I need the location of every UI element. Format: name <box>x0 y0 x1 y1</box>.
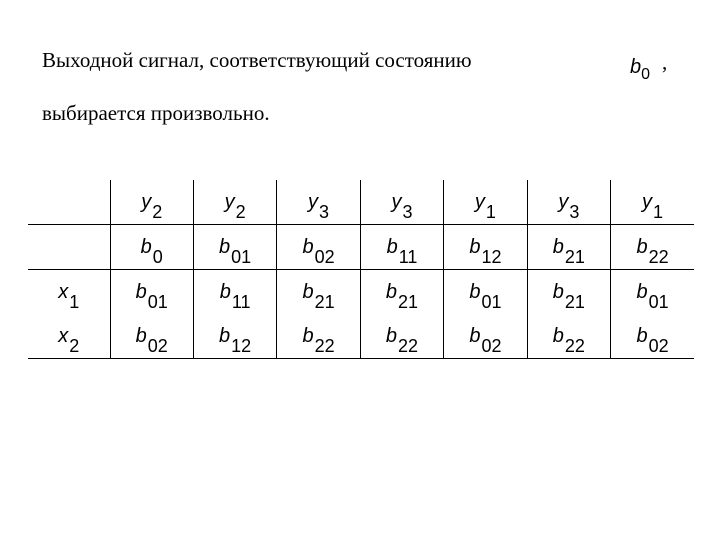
transition-cell-2-6-letter: b <box>552 324 564 347</box>
transition-cell-1-7-symbol <box>636 280 669 312</box>
output-cell-7-subscript: 1 <box>653 201 664 222</box>
transition-cell-2-3-subscript: 22 <box>314 335 335 356</box>
transition-cell-2-7-subscript: 02 <box>648 335 669 356</box>
state-header-2-symbol <box>219 235 252 267</box>
output-cell-5-subscript: 1 <box>485 201 496 222</box>
transition-cell-2-3 <box>277 314 360 359</box>
transition-cell-1-6-symbol <box>552 280 585 312</box>
transition-cell-2-1-subscript: 02 <box>147 335 168 356</box>
transition-cell-1-1-subscript: 01 <box>147 291 168 312</box>
output-cell-1-letter: y <box>141 190 152 213</box>
input-label-1-symbol <box>58 280 80 312</box>
output-cell-1 <box>110 180 193 225</box>
output-cell-3-subscript: 3 <box>319 201 330 222</box>
inline-symbol-letter: b <box>630 56 642 78</box>
transition-cell-2-5-subscript: 02 <box>481 335 502 356</box>
state-header-1-symbol <box>140 235 163 267</box>
input-label-1 <box>28 270 110 315</box>
state-header-1-letter: b <box>140 235 152 258</box>
state-header-3-subscript: 02 <box>314 246 335 267</box>
inline-state-symbol <box>630 56 651 83</box>
input-label-2 <box>28 314 110 359</box>
transition-cell-1-4-symbol <box>385 280 419 312</box>
transition-cell-2-7-letter: b <box>636 324 648 347</box>
state-header-5-letter: b <box>469 235 481 258</box>
state-header-7 <box>611 225 694 270</box>
state-header-5 <box>444 225 527 270</box>
output-cell-5-symbol <box>474 190 496 222</box>
corner-cell <box>28 180 110 225</box>
output-cell-4-subscript: 3 <box>402 201 413 222</box>
transition-cell-2-2-subscript: 12 <box>231 335 252 356</box>
state-header-5-subscript: 12 <box>481 246 502 267</box>
sentence-line-2: выбирается произвольно. <box>42 101 270 125</box>
transition-cell-2-2 <box>193 314 276 359</box>
state-header-6 <box>527 225 610 270</box>
output-cell-6-symbol <box>558 190 580 222</box>
transition-cell-2-7 <box>611 314 694 359</box>
output-cell-3-letter: y <box>308 190 319 213</box>
transition-cell-2-4-letter: b <box>385 324 398 347</box>
transition-cell-1-2-letter: b <box>219 280 231 303</box>
state-header-1-subscript: 0 <box>152 246 163 267</box>
output-cell-5 <box>444 180 527 225</box>
transition-cell-1-1-symbol <box>135 280 168 312</box>
output-cell-6 <box>527 180 610 225</box>
transition-cell-1-1-letter: b <box>135 280 147 303</box>
transition-cell-2-4 <box>360 314 443 359</box>
output-cell-2 <box>193 180 276 225</box>
state-header-7-symbol <box>636 235 669 267</box>
inline-comma: , <box>662 50 668 74</box>
transition-cell-2-1-symbol <box>135 324 168 356</box>
state-header-6-symbol <box>552 235 585 267</box>
state-header-2 <box>193 225 276 270</box>
transition-cell-1-5-letter: b <box>469 280 481 303</box>
transition-cell-1-3-subscript: 21 <box>314 291 335 312</box>
state-header-3-letter: b <box>302 235 314 258</box>
state-header-4 <box>360 225 443 270</box>
output-cell-3 <box>277 180 360 225</box>
transition-cell-1-4-letter: b <box>385 280 398 303</box>
input-row-x1 <box>28 270 694 315</box>
output-cell-2-subscript: 2 <box>235 201 246 222</box>
output-row <box>28 180 694 225</box>
transition-cell-2-2-letter: b <box>219 324 231 347</box>
transition-cell-1-3-letter: b <box>302 280 314 303</box>
output-cell-6-subscript: 3 <box>569 201 580 222</box>
transition-cell-1-6-letter: b <box>552 280 564 303</box>
state-header-6-subscript: 21 <box>564 246 585 267</box>
output-cell-7-letter: y <box>642 190 652 213</box>
input-row-x2 <box>28 314 694 359</box>
transition-cell-1-2-symbol <box>219 280 251 312</box>
output-cell-2-letter: y <box>224 190 235 213</box>
transition-cell-2-1 <box>110 314 193 359</box>
state-header-3 <box>277 225 360 270</box>
output-cell-4 <box>360 180 443 225</box>
transition-cell-1-6-subscript: 21 <box>564 291 585 312</box>
sentence-line-1: Выходной сигнал, соответствующий состоянию <box>42 48 472 72</box>
transition-cell-1-1 <box>110 270 193 315</box>
transition-cell-2-4-symbol <box>385 324 419 356</box>
state-row <box>28 225 694 270</box>
input-label-2-symbol <box>58 324 80 356</box>
input-label-1-letter: x <box>58 280 69 303</box>
transition-cell-1-5-symbol <box>469 280 502 312</box>
transition-cell-1-6 <box>527 270 610 315</box>
state-header-4-letter: b <box>386 235 398 258</box>
transition-cell-2-6-subscript: 22 <box>564 335 585 356</box>
transition-cell-2-5 <box>444 314 527 359</box>
corner-cell-2 <box>28 225 110 270</box>
output-cell-3-symbol <box>308 190 330 222</box>
output-cell-4-symbol <box>391 190 413 222</box>
transition-cell-1-7-subscript: 01 <box>648 291 669 312</box>
transition-cell-2-5-symbol <box>469 324 502 356</box>
state-header-2-letter: b <box>219 235 231 258</box>
transition-cell-2-1-letter: b <box>135 324 147 347</box>
transition-cell-2-6 <box>527 314 610 359</box>
output-cell-1-subscript: 2 <box>152 201 163 222</box>
transition-cell-1-4-subscript: 21 <box>398 291 419 312</box>
transition-cell-1-2-subscript: 11 <box>231 291 251 312</box>
output-cell-6-letter: y <box>558 190 569 213</box>
state-header-4-symbol <box>386 235 418 267</box>
output-cell-7 <box>611 180 694 225</box>
transition-cell-1-4 <box>360 270 443 315</box>
inline-symbol-subscript: 0 <box>641 66 651 83</box>
transition-cell-2-5-letter: b <box>469 324 481 347</box>
transition-cell-1-2 <box>193 270 276 315</box>
transition-cell-1-5-subscript: 01 <box>481 291 502 312</box>
transition-cell-2-6-symbol <box>552 324 585 356</box>
input-label-2-subscript: 2 <box>69 335 80 356</box>
transition-cell-1-7-letter: b <box>636 280 648 303</box>
state-header-6-letter: b <box>552 235 564 258</box>
transition-cell-2-3-symbol <box>302 324 335 356</box>
transition-cell-2-3-letter: b <box>302 324 314 347</box>
output-cell-2-symbol <box>224 190 246 222</box>
input-label-1-subscript: 1 <box>69 291 80 312</box>
transition-cell-1-5 <box>444 270 527 315</box>
transition-cell-1-3 <box>277 270 360 315</box>
state-header-3-symbol <box>302 235 335 267</box>
transition-cell-2-7-symbol <box>636 324 669 356</box>
output-cell-5-letter: y <box>474 190 485 213</box>
state-header-5-symbol <box>469 235 502 267</box>
output-cell-4-letter: y <box>391 190 402 213</box>
transition-cell-2-2-symbol <box>219 324 252 356</box>
state-header-4-subscript: 11 <box>398 246 418 267</box>
transition-cell-1-7 <box>611 270 694 315</box>
state-header-1 <box>110 225 193 270</box>
input-label-2-letter: x <box>58 324 69 347</box>
state-transition-table <box>28 180 694 359</box>
transition-cell-2-4-subscript: 22 <box>398 335 419 356</box>
output-cell-7-symbol <box>642 190 664 222</box>
state-header-7-letter: b <box>636 235 648 258</box>
transition-cell-1-3-symbol <box>302 280 335 312</box>
state-header-7-subscript: 22 <box>648 246 669 267</box>
state-header-2-subscript: 01 <box>231 246 252 267</box>
output-cell-1-symbol <box>141 190 163 222</box>
